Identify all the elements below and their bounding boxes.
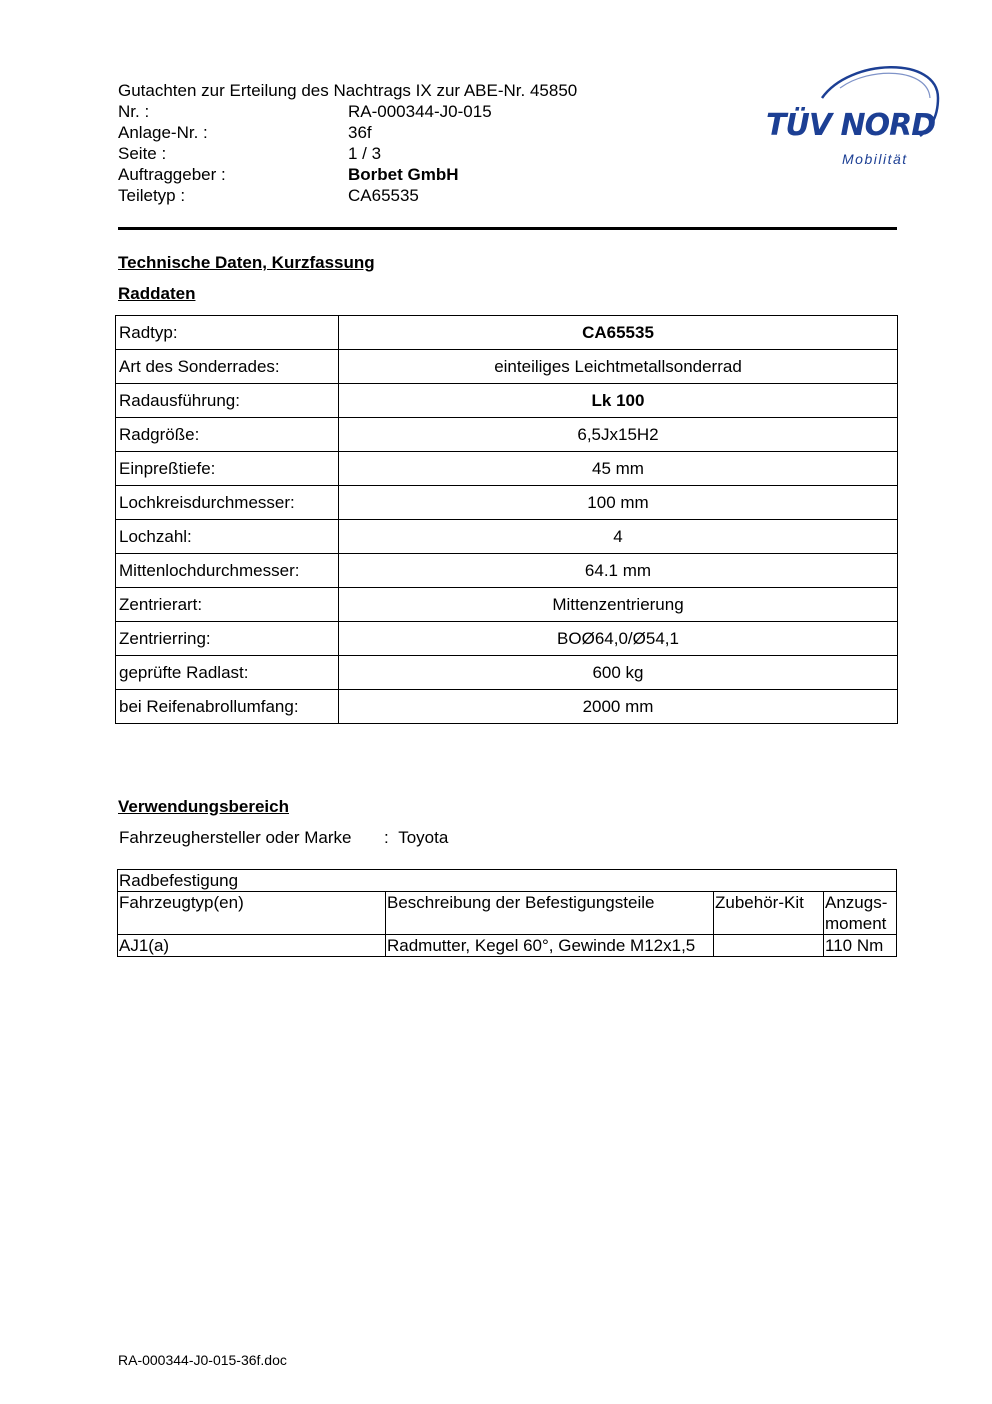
maker-value: Toyota bbox=[398, 828, 449, 847]
raddaten-value: Mittenzentrierung bbox=[339, 588, 898, 622]
table-row bbox=[116, 316, 898, 350]
header-value: 1 / 3 bbox=[348, 144, 382, 163]
document-header bbox=[118, 80, 678, 206]
raddaten-table bbox=[115, 315, 898, 724]
header-field-teiletyp bbox=[118, 185, 678, 206]
befestigung-title-row bbox=[118, 870, 897, 892]
header-field-anlage bbox=[118, 122, 678, 143]
raddaten-value: 600 kg bbox=[339, 656, 898, 690]
header-field-auftraggeber bbox=[118, 164, 678, 185]
table-row bbox=[116, 588, 898, 622]
raddaten-label: geprüfte Radlast: bbox=[116, 656, 339, 690]
raddaten-value: 6,5Jx15H2 bbox=[339, 418, 898, 452]
table-row bbox=[116, 452, 898, 486]
header-value: CA65535 bbox=[348, 186, 419, 205]
raddaten-value: 64.1 mm bbox=[339, 554, 898, 588]
header-divider bbox=[118, 227, 897, 230]
raddaten-label: Einpreßtiefe: bbox=[116, 452, 339, 486]
table-row bbox=[116, 418, 898, 452]
column-header: Beschreibung der Befestigungsteile bbox=[386, 892, 714, 935]
raddaten-label: Zentrierring: bbox=[116, 622, 339, 656]
column-header: Zubehör-Kit bbox=[714, 892, 824, 935]
header-label: Seite : bbox=[118, 144, 167, 163]
column-header: Fahrzeugtyp(en) bbox=[118, 892, 386, 935]
table-row bbox=[116, 486, 898, 520]
raddaten-value: Lk 100 bbox=[339, 384, 898, 418]
logo-brand-text: TÜV NORD bbox=[766, 108, 936, 143]
raddaten-label: Radausführung: bbox=[116, 384, 339, 418]
column-header: Anzugs- moment bbox=[824, 892, 897, 935]
table-row bbox=[116, 520, 898, 554]
raddaten-label: Lochzahl: bbox=[116, 520, 339, 554]
section-heading-raddaten: Raddaten bbox=[118, 284, 196, 303]
raddaten-value: CA65535 bbox=[339, 316, 898, 350]
header-field-nr bbox=[118, 101, 678, 122]
table-cell: Radmutter, Kegel 60°, Gewinde M12x1,5 bbox=[386, 935, 714, 957]
raddaten-label: Zentrierart: bbox=[116, 588, 339, 622]
table-cell: 110 Nm bbox=[824, 935, 897, 957]
raddaten-value: 45 mm bbox=[339, 452, 898, 486]
raddaten-value: 100 mm bbox=[339, 486, 898, 520]
header-value: Borbet GmbH bbox=[348, 165, 459, 184]
document-title: Gutachten zur Erteilung des Nachtrags IX zur ABE-Nr. 45850 bbox=[118, 81, 578, 100]
header-field-seite bbox=[118, 143, 678, 164]
header-label: Auftraggeber : bbox=[118, 165, 226, 184]
befestigung-table bbox=[117, 869, 897, 957]
tuev-nord-logo bbox=[760, 58, 950, 178]
section-heading-technische-daten: Technische Daten, Kurzfassung bbox=[118, 253, 375, 272]
raddaten-value: 4 bbox=[339, 520, 898, 554]
maker-line bbox=[119, 828, 448, 848]
maker-separator: : bbox=[384, 828, 389, 847]
raddaten-label: Art des Sonderrades: bbox=[116, 350, 339, 384]
section-heading-verwendungsbereich: Verwendungsbereich bbox=[118, 797, 289, 816]
header-value: 36f bbox=[348, 123, 372, 142]
table-row bbox=[116, 622, 898, 656]
header-label: Anlage-Nr. : bbox=[118, 123, 208, 142]
maker-label: Fahrzeughersteller oder Marke bbox=[119, 828, 352, 847]
raddaten-value: einteiliges Leichtmetallsonderrad bbox=[339, 350, 898, 384]
header-value: RA-000344-J0-015 bbox=[348, 102, 492, 121]
footer-filename: RA-000344-J0-015-36f.doc bbox=[118, 1352, 287, 1368]
raddaten-label: Mittenlochdurchmesser: bbox=[116, 554, 339, 588]
raddaten-value: 2000 mm bbox=[339, 690, 898, 724]
header-label: Nr. : bbox=[118, 102, 150, 121]
table-row bbox=[116, 350, 898, 384]
raddaten-label: Radtyp: bbox=[116, 316, 339, 350]
table-row bbox=[116, 656, 898, 690]
table-row bbox=[116, 384, 898, 418]
table-row bbox=[116, 690, 898, 724]
raddaten-label: Radgröße: bbox=[116, 418, 339, 452]
logo-sub-text: Mobilität bbox=[842, 151, 908, 167]
befestigung-title: Radbefestigung bbox=[118, 870, 897, 892]
table-row bbox=[116, 554, 898, 588]
raddaten-value: BOØ64,0/Ø54,1 bbox=[339, 622, 898, 656]
table-cell bbox=[714, 935, 824, 957]
table-row bbox=[118, 935, 897, 957]
befestigung-header-row bbox=[118, 892, 897, 935]
header-label: Teiletyp : bbox=[118, 186, 186, 205]
raddaten-label: bei Reifenabrollumfang: bbox=[116, 690, 339, 724]
raddaten-label: Lochkreisdurchmesser: bbox=[116, 486, 339, 520]
table-cell: AJ1(a) bbox=[118, 935, 386, 957]
